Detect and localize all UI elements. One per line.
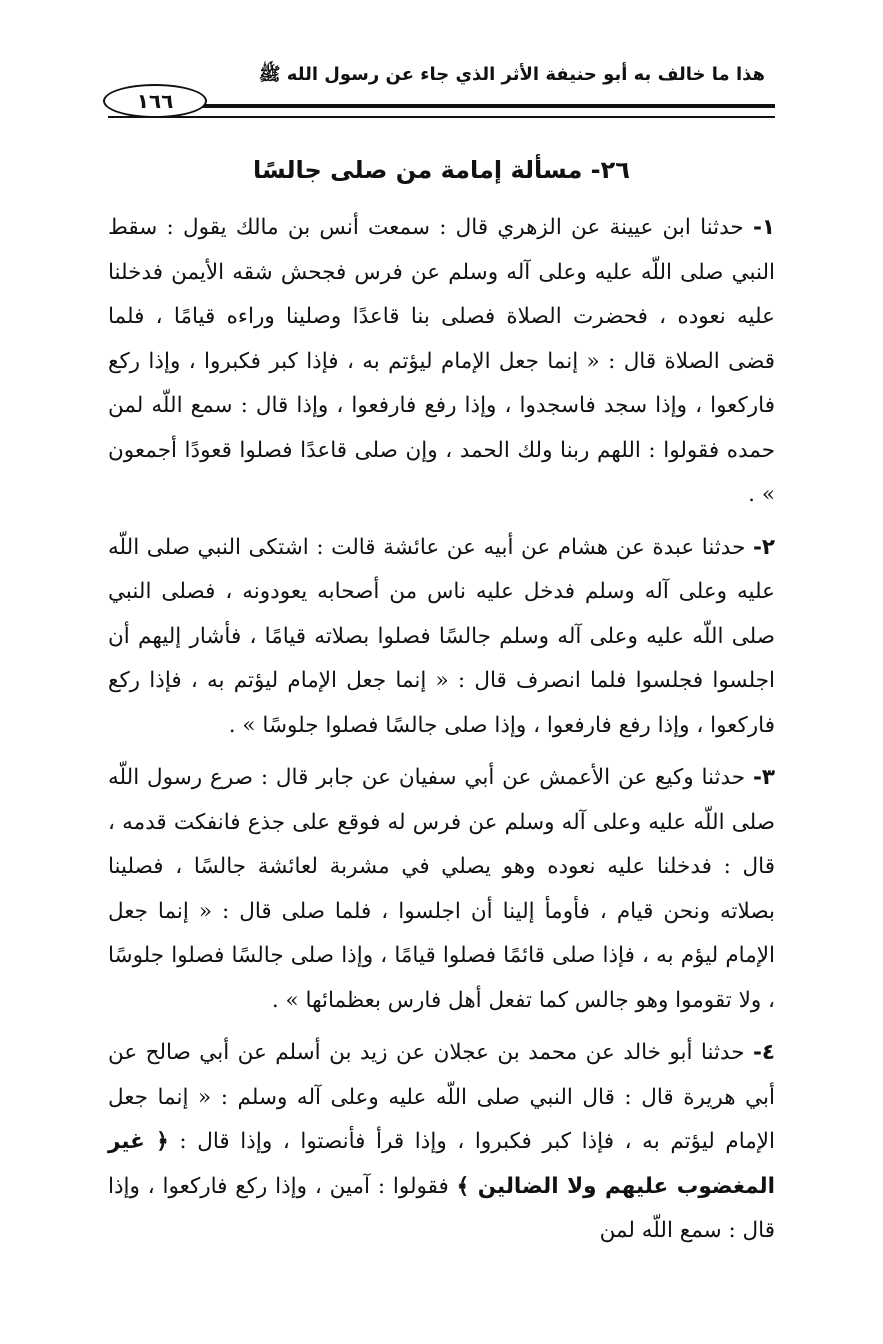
hadith-text: حدثنا عبدة عن هشام عن أبيه عن عائشة قالت : اشتكى النبي صلى اللّه عليه وعلى آله وسلم فدخل عليه ناس من أصحابه يعودونه ، فصلى النبي صلى اللّه عليه وعلى آله وسلم جالسًا فصلوا بصلاته قيامًا ، فأشار إليهم أن اجلسوا فجلسوا فلما انصرف قال : « إنما جعل الإمام ليؤتم به ، فإذا ركع فاركعوا ، وإذا رفع فارفعوا ، وإذا صلى جالسًا فصلوا جلوسًا » . <box>108 534 775 738</box>
header-rule-thick <box>108 104 775 108</box>
hadith-text-continued: فقولوا : آمين ، وإذا ركع فاركعوا ، وإذا قال : سمع اللّه لمن <box>108 1173 775 1243</box>
hadith-number: ١- <box>752 215 775 240</box>
running-header: هذا ما خالف به أبو حنيفة الأثر الذي جاء عن رسول الله ﷺ <box>258 64 765 85</box>
hadith-text: حدثنا وكيع عن الأعمش عن أبي سفيان عن جابر قال : صرع رسول اللّه صلى اللّه عليه وعلى آله وسلم عن فرس له فوقع على جذع فانفكت قدمه ، قال : فدخلنا عليه نعوده وهو يصلي في مشربة لعائشة جالسًا ، فصلينا بصلاته ونحن قيام ، فأومأ إلينا أن اجلسوا ، فلما صلى قال : « إنما جعل الإمام ليؤم به ، فإذا صلى قائمًا فصلوا قيامًا ، وإذا صلى جالسًا فصلوا جلوسًا ، ولا تقوموا وهو جالس كما تفعل أهل فارس بعظمائها » . <box>108 765 775 1013</box>
hadith-text: حدثنا ابن عيينة عن الزهري قال : سمعت أنس بن مالك يقول : سقط النبي صلى اللّه عليه وعلى آله وسلم عن فرس فجحش شقه الأيمن فدخلنا عليه نعوده ، فحضرت الصلاة فصلى بنا قاعدًا وصلينا وراءه قيامًا ، فلما قضى الصلاة قال : « إنما جعل الإمام ليؤتم به ، فإذا كبر فكبروا ، وإذا ركع فاركعوا ، وإذا سجد فاسجدوا ، وإذا رفع فارفعوا ، وإذا قال : سمع اللّه لمن حمده فقولوا : اللهم ربنا ولك الحمد ، وإن صلى قاعدًا فصلوا قعودًا أجمعون » . <box>108 215 775 507</box>
hadith-number: ٣- <box>752 765 775 790</box>
hadith-text: حدثنا أبو خالد عن محمد بن عجلان عن زيد بن أسلم عن أبي صالح عن أبي هريرة قال : قال النبي صلى اللّه عليه وعلى آله وسلم : « إنما جعل الإمام ليؤتم به ، فإذا كبر فكبروا ، وإذا قرأ فأنصتوا ، وإذا قال : <box>108 1040 775 1154</box>
chapter-title: ٢٦- مسألة إمامة من صلى جالسًا <box>253 156 630 184</box>
hadith-number: ٤- <box>752 1040 775 1065</box>
hadith-paragraph-2 <box>108 526 775 749</box>
hadith-paragraph-3 <box>108 756 775 1023</box>
hadith-number: ٢- <box>752 534 775 560</box>
hadith-paragraph-4 <box>108 1031 775 1254</box>
page-number: ١٦٦ <box>103 84 207 118</box>
hadith-paragraph-1 <box>108 206 775 518</box>
main-text <box>108 206 775 1262</box>
header-rule-thin <box>108 116 775 118</box>
quran-quote: ﴿ غير المغضوب عليهم ولا الضالين ﴾ <box>108 1129 775 1199</box>
